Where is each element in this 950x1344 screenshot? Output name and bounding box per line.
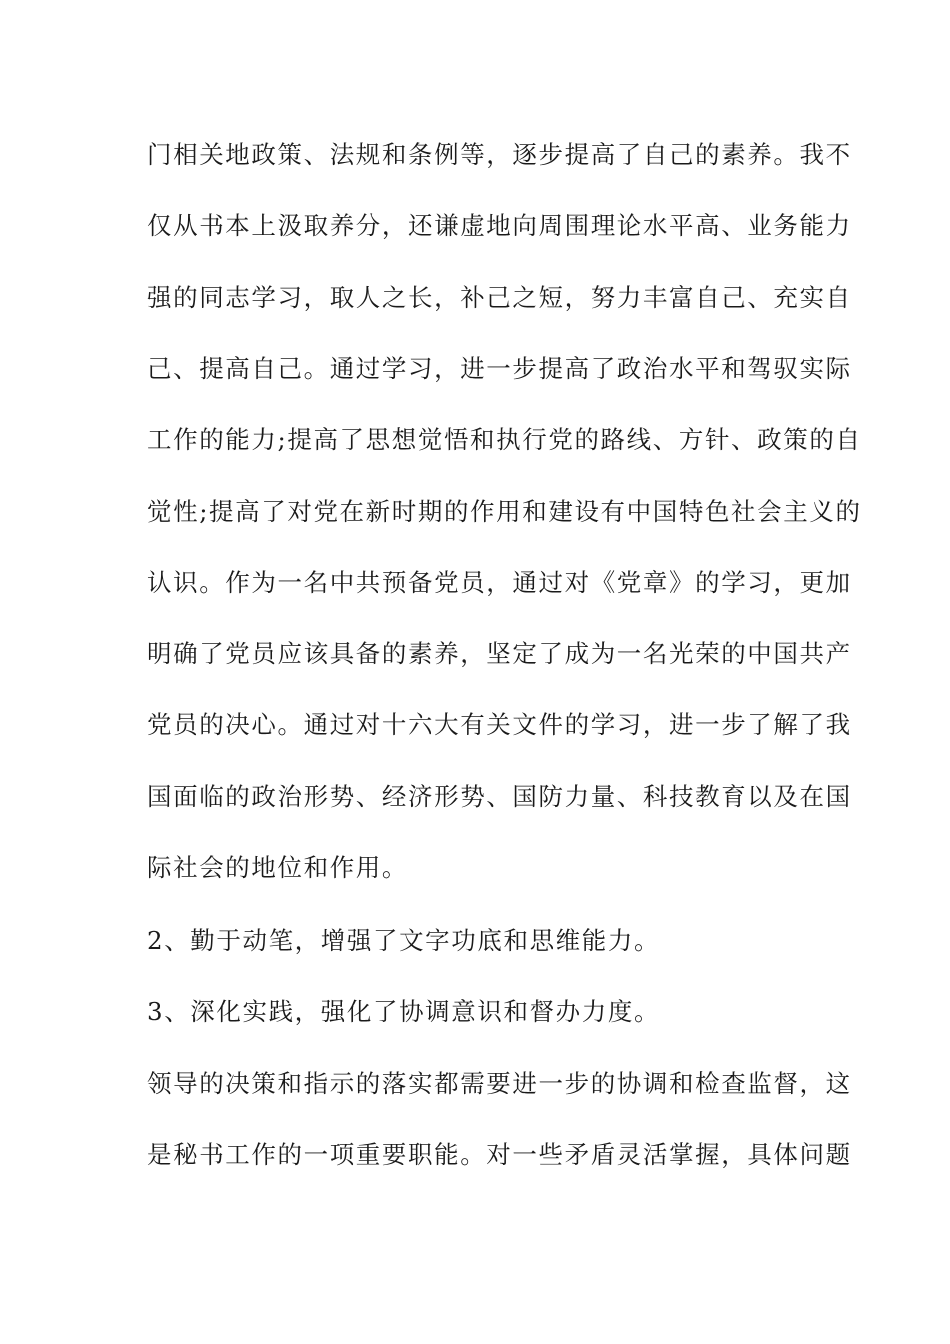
paragraph-line: 国面临的政治形势、经济形势、国防力量、科技教育以及在国 [147,782,852,811]
paragraph-line: 觉性;提高了对党在新时期的作用和建设有中国特色社会主义的 [147,497,862,526]
paragraph-line: 认识。作为一名中共预备党员，通过对《党章》的学习，更加 [147,568,852,597]
paragraph-line: 强的同志学习，取人之长，补己之短，努力丰富自己、充实自 [147,283,852,312]
paragraph-line: 际社会的地位和作用。 [147,853,408,882]
paragraph-line: 领导的决策和指示的落实都需要进一步的协调和检查监督，这 [147,1069,852,1098]
paragraph-line: 仅从书本上汲取养分，还谦虚地向周围理论水平高、业务能力 [147,211,852,240]
paragraph-line: 门相关地政策、法规和条例等，逐步提高了自己的素养。我不 [147,140,852,169]
paragraph-line: 己、提高自己。通过学习，进一步提高了政治水平和驾驭实际 [147,354,852,383]
paragraph-line: 是秘书工作的一项重要职能。对一些矛盾灵活掌握，具体问题 [147,1140,852,1169]
list-item-3: 3、深化实践，强化了协调意识和督办力度。 [147,997,661,1026]
paragraph-line: 工作的能力;提高了思想觉悟和执行党的路线、方针、政策的自 [147,425,862,454]
paragraph-line: 明确了党员应该具备的素养，坚定了成为一名光荣的中国共产 [147,639,852,668]
list-item-2: 2、勤于动笔，增强了文字功底和思维能力。 [147,926,661,955]
paragraph-line: 党员的决心。通过对十六大有关文件的学习，进一步了解了我 [147,710,852,739]
